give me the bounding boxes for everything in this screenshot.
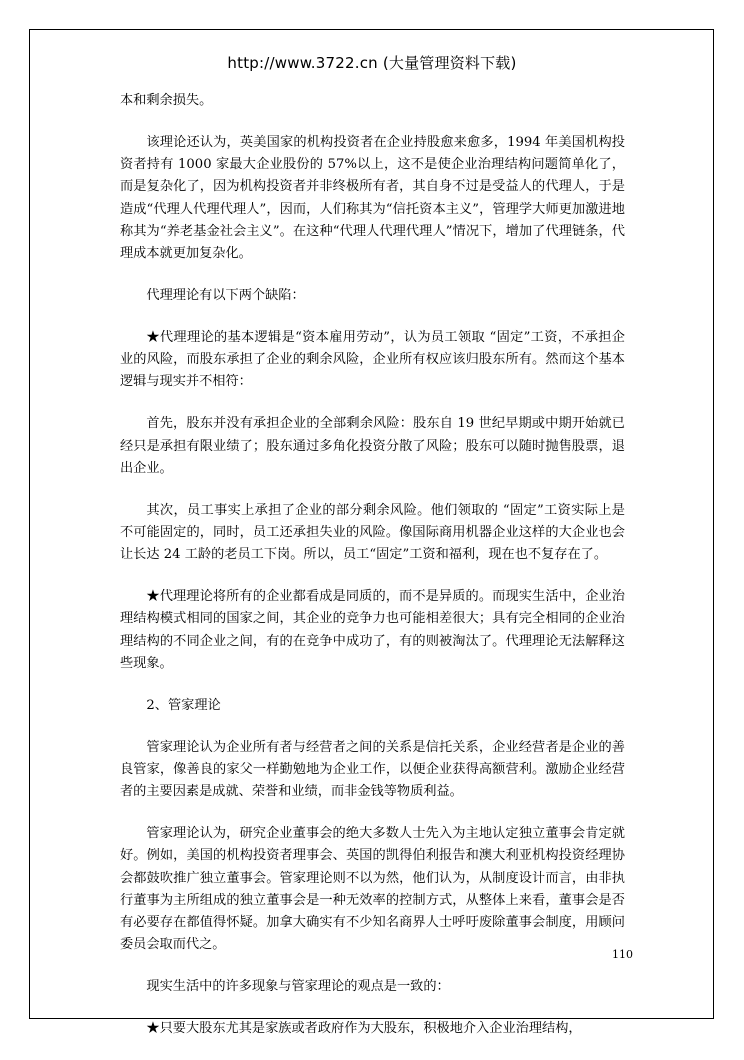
paragraph-continuation: 本和剩余损失。	[120, 93, 213, 108]
paragraph-stewardship-definition: 管家理论认为企业所有者与经营者之间的关系是信托关系，企业经营者是企业的善良管家，像善良的家父一样勤勉地为企业工作，以便企业获得高额营利。激励企业经营者的主要因素是成就、荣誉和业绩，而非金钱等物质利益。	[120, 739, 625, 800]
paragraph-major-shareholder: ★只要大股东尤其是家族或者政府作为大股东，积极地介入企业治理结构，	[146, 1021, 582, 1036]
paragraph-reality-consistent: 现实生活中的许多现象与管家理论的观点是一致的：	[146, 979, 450, 995]
paragraph-defect-one: ★代理理论的基本逻辑是“资本雇用劳动”，认为员工领取 “固定”工资，不承担企业的风险，而股东承担了企业的剩余风险，企业所有权应该归股东所有。然而这个基本逻辑与现实并不相符：	[120, 329, 625, 390]
paragraph-defect-two: ★代理理论将所有的企业都看成是同质的，而不是异质的。而现实生活中，企业治理结构模式相同的国家之间，其企业的竞争力也可能相差很大；具有完全相同的企业治理结构的不同企业之间，有的在竞争中成功了，有的则被淘汰了。代理理论无法解释这些现象。	[120, 589, 625, 671]
document-body	[120, 90, 625, 1060]
paragraph-first-point: 首先，股东并没有承担企业的全部剩余风险：股东自 19 世纪早期或中期开始就已经只是承担有限业绩了；股东通过多角化投资分散了风险；股东可以随时抛售股票，退出企业。	[120, 416, 625, 476]
paragraph-second-point: 其次，员工事实上承担了企业的部分剩余风险。他们领取的 “固定”工资实际上是不可能固定的，同时，员工还承担失业的风险。像国际商用机器企业这样的大企业也会让长达 24 工龄的老员工下岗。所以，员工“固定”工资和福利，现在也不复存在了。	[120, 502, 625, 563]
page-number: 110	[612, 948, 633, 961]
paragraph-independent-board: 管家理论认为，研究企业董事会的绝大多数人士先入为主地认定独立董事会肯定就好。例如，美国的机构投资者理事会、英国的凯得伯利报告和澳大利亚机构投资经理协会都鼓吹推广独立董事会。管家理论则不以为然，他们认为，从制度设计而言，由非执行董事为主所组成的独立董事会是一种无效率的控制方式，从整体上来看，董事会是否有必要存在都值得怀疑。加拿大确实有不少知名商界人士呼吁废除董事会制度，用顾问委员会取而代之。	[120, 825, 625, 953]
page-header	[0, 52, 744, 73]
header-url[interactable]: http://www.3722.cn	[227, 54, 378, 72]
header-note: (大量管理资料下载)	[382, 54, 517, 72]
section-heading-stewardship: 2、管家理论	[146, 697, 221, 713]
paragraph-institutional-investors: 该理论还认为，英美国家的机构投资者在企业持股愈来愈多，1994 年美国机构投资者持有 1000 家最大企业股份的 57%以上，这不是使企业治理结构问题简单化了，而是复杂化了，因为机构投资者并非终极所有者，其自身不过是受益人的代理人，于是造成“代理人代理代理人”，因而，人们称其为“信托资本主义”，管理学大师更加激进地称其为“养老基金社会主义”。在这种“代理人代理代理人”情况下，增加了代理链条，代理成本就更加复杂化。	[120, 134, 625, 262]
paragraph-defects-intro: 代理理论有以下两个缺陷：	[146, 288, 305, 304]
